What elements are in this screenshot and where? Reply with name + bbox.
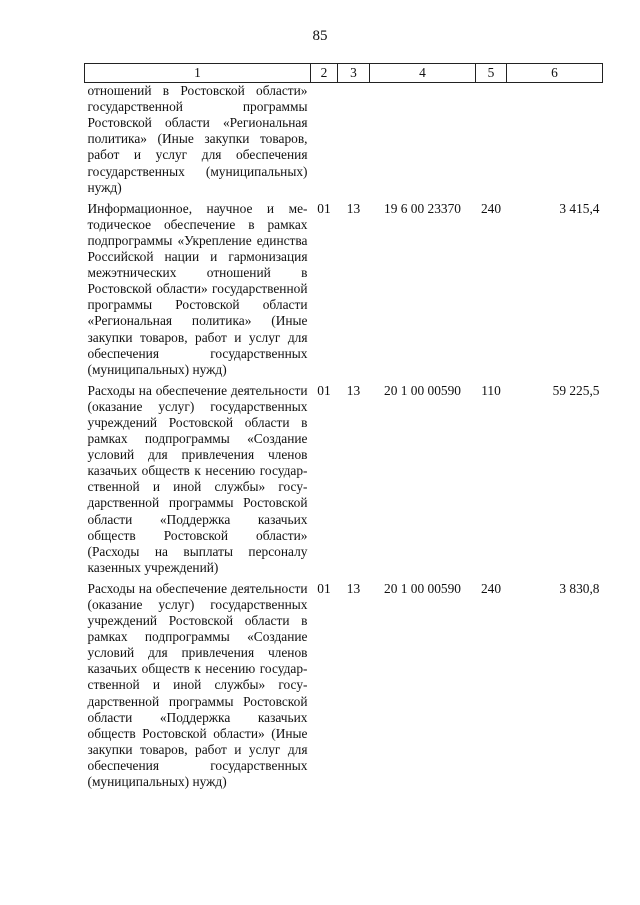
table-row — [85, 83, 603, 201]
row-amount: 3 830,8 — [559, 580, 600, 596]
row-target-code: 19 6 00 23370 — [384, 200, 461, 216]
row-description: Расходы на обеспечение деятельности (оказание услуг) государственных учреждений Ростовской области в рамках подпрограммы «Создание условий для привлечения членов казачьих обществ к несению государственной и иной службы» государственной программы Ростовской области «Поддержка казачьих обществ Ростовской области» (Иные закупки товаров, работ и услуг для обеспечения государственных (муниципальных) нужд) — [87, 580, 308, 790]
header-col-3: 3 — [338, 64, 370, 83]
row-target-code: 20 1 00 00590 — [384, 580, 461, 596]
row-section-code: 01 — [317, 200, 331, 216]
table-row — [85, 201, 603, 383]
row-expense-type-code: 240 — [480, 200, 502, 216]
header-col-2: 2 — [311, 64, 338, 83]
row-subsection-code: 13 — [346, 382, 361, 398]
row-subsection-code: 13 — [346, 580, 361, 596]
row-expense-type-code — [476, 83, 507, 201]
row-amount: 3 415,4 — [559, 200, 600, 216]
row-description: отношений в Ростовской области» государственной программы Ростовской области «Региональная политика» (Иные закупки товаров, работ и услуг для обеспечения государственных (муниципальных) нужд) — [87, 83, 308, 195]
row-amount — [507, 83, 603, 201]
row-amount: 59 225,5 — [552, 382, 600, 398]
row-section-code: 01 — [317, 580, 331, 596]
budget-table — [84, 63, 603, 795]
table-row — [85, 581, 603, 795]
row-target-code: 20 1 00 00590 — [384, 382, 461, 398]
row-subsection-code — [338, 83, 370, 201]
row-description: Информационное, научное и методическое обеспечение в рамках подпрограммы «Укрепление единства Российской нации и гармонизация межэтнических отношений в Ростовской области» государственной программы Ростовской области «Региональная политика» (Иные закупки товаров, работ и услуг для обеспечения государственных (муниципальных) нужд) — [87, 200, 308, 377]
row-description: Расходы на обеспечение деятельности (оказание услуг) государственных учреждений Ростовской области в рамках подпрограммы «Создание условий для привлечения членов казачьих обществ к несению государственной и иной службы» государственной программы Ростовской области «Поддержка казачьих обществ Ростовской области» (Расходы на выплаты персоналу казенных учреждений) — [87, 382, 308, 575]
header-col-4: 4 — [370, 64, 476, 83]
header-col-1: 1 — [85, 64, 311, 83]
row-section-code — [311, 83, 338, 201]
row-target-code — [370, 83, 476, 201]
page-number: 85 — [312, 28, 328, 44]
header-col-5: 5 — [476, 64, 507, 83]
header-row — [85, 64, 603, 83]
row-expense-type-code: 240 — [480, 580, 502, 596]
row-section-code: 01 — [317, 382, 331, 398]
table-body — [85, 83, 603, 796]
row-subsection-code: 13 — [346, 200, 361, 216]
header-col-6: 6 — [507, 64, 603, 83]
row-expense-type-code: 110 — [481, 382, 501, 398]
table-header — [85, 64, 603, 83]
table-row — [85, 383, 603, 581]
